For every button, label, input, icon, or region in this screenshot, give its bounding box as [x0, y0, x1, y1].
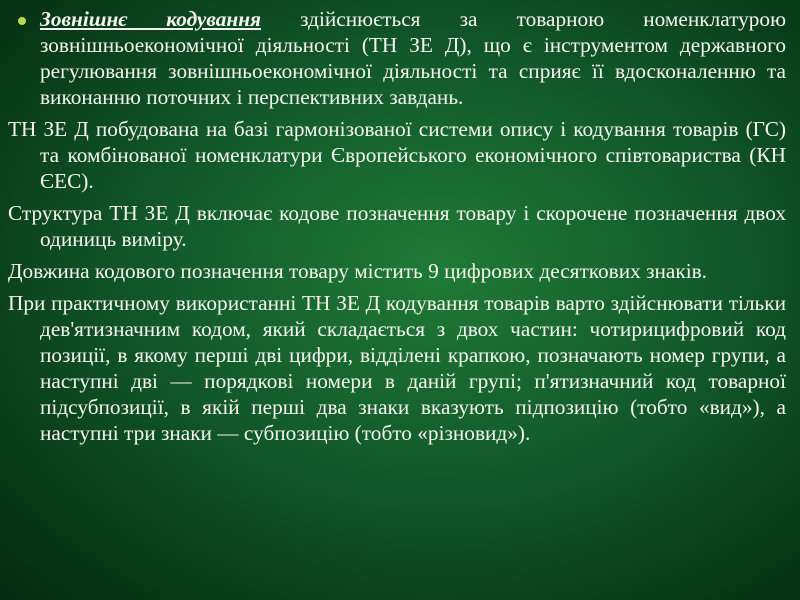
paragraph-tn-zed-basis: ТН ЗЕ Д побудована на базі гармонізованої системи опису і кодування товарів (ГС) та комбінованої номенклатури Європейського економічного співтовариства (КН ЄЕС). — [8, 117, 786, 193]
paragraph-external-coding — [8, 6, 786, 110]
term-external-coding: Зовнішнє кодування — [40, 7, 261, 31]
paragraph-text: здійснюється за товарною номенклатурою зовнішньоекономічної діяльності (ТН ЗЕ Д), що є інструментом державного регулювання зовнішньоекономічної діяльності та сприяє її вдосконаленню та виконанню поточних і перспективних завдань. — [40, 7, 786, 109]
bullet-icon — [18, 17, 26, 25]
paragraph-structure: Структура ТН ЗЕ Д включає кодове позначення товару і скорочене позначення двох одиниць виміру. — [8, 201, 786, 251]
paragraph-practical-use: При практичному використанні ТН ЗЕ Д кодування товарів варто здійснювати тільки дев'ятизначним кодом, який складається з двох частин: чотирицифровий код позиції, в якому перші дві цифри, відділені крапкою, позначають номер групи, а наступні дві — порядкові номери в даній групі; п'ятизначний код товарної підсубпозиції, в якій перші два знаки вказують підпозицію (тобто «вид»), а наступні три знаки — субпозицію (тобто «різновид»). — [8, 291, 786, 445]
paragraph-code-length: Довжина кодового позначення товару містить 9 цифрових десяткових знаків. — [8, 259, 708, 283]
